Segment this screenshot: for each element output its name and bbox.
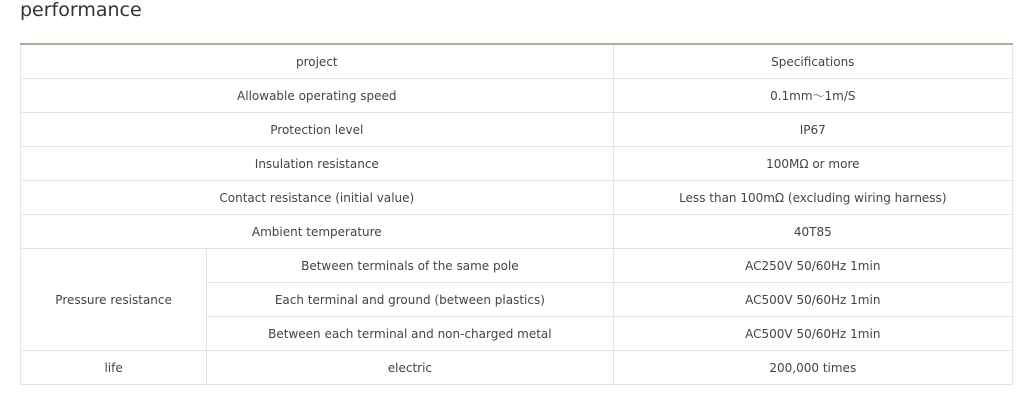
performance-table xyxy=(20,43,1013,385)
row-value: 100MΩ or more xyxy=(613,147,1012,181)
table-row xyxy=(21,113,1013,147)
row-label: Contact resistance (initial value) xyxy=(21,181,614,215)
table-row xyxy=(21,181,1013,215)
table-row xyxy=(21,249,1013,283)
row-sublabel: Each terminal and ground (between plastics) xyxy=(207,283,613,317)
row-value: Less than 100mΩ (excluding wiring harness) xyxy=(613,181,1012,215)
row-value: 40T85 xyxy=(613,215,1012,249)
row-value: IP67 xyxy=(613,113,1012,147)
table-row xyxy=(21,79,1013,113)
row-value: 0.1mm～1m/S xyxy=(613,79,1012,113)
table-row xyxy=(21,215,1013,249)
table-row xyxy=(21,351,1013,385)
row-label: Protection level xyxy=(21,113,614,147)
row-value: 200,000 times xyxy=(613,351,1012,385)
section-title: performance xyxy=(20,0,142,21)
row-value: AC250V 50/60Hz 1min xyxy=(613,249,1012,283)
row-label: Ambient temperature xyxy=(21,215,614,249)
row-label: Insulation resistance xyxy=(21,147,614,181)
header-specifications: Specifications xyxy=(613,44,1012,79)
life-group-label: life xyxy=(21,351,207,385)
row-value: AC500V 50/60Hz 1min xyxy=(613,317,1012,351)
pressure-group-label: Pressure resistance xyxy=(21,249,207,351)
row-sublabel: electric xyxy=(207,351,613,385)
row-value: AC500V 50/60Hz 1min xyxy=(613,283,1012,317)
row-sublabel: Between each terminal and non-charged metal xyxy=(207,317,613,351)
table-header-row xyxy=(21,44,1013,79)
row-sublabel: Between terminals of the same pole xyxy=(207,249,613,283)
table-row xyxy=(21,147,1013,181)
row-label: Allowable operating speed xyxy=(21,79,614,113)
header-project: project xyxy=(21,44,614,79)
